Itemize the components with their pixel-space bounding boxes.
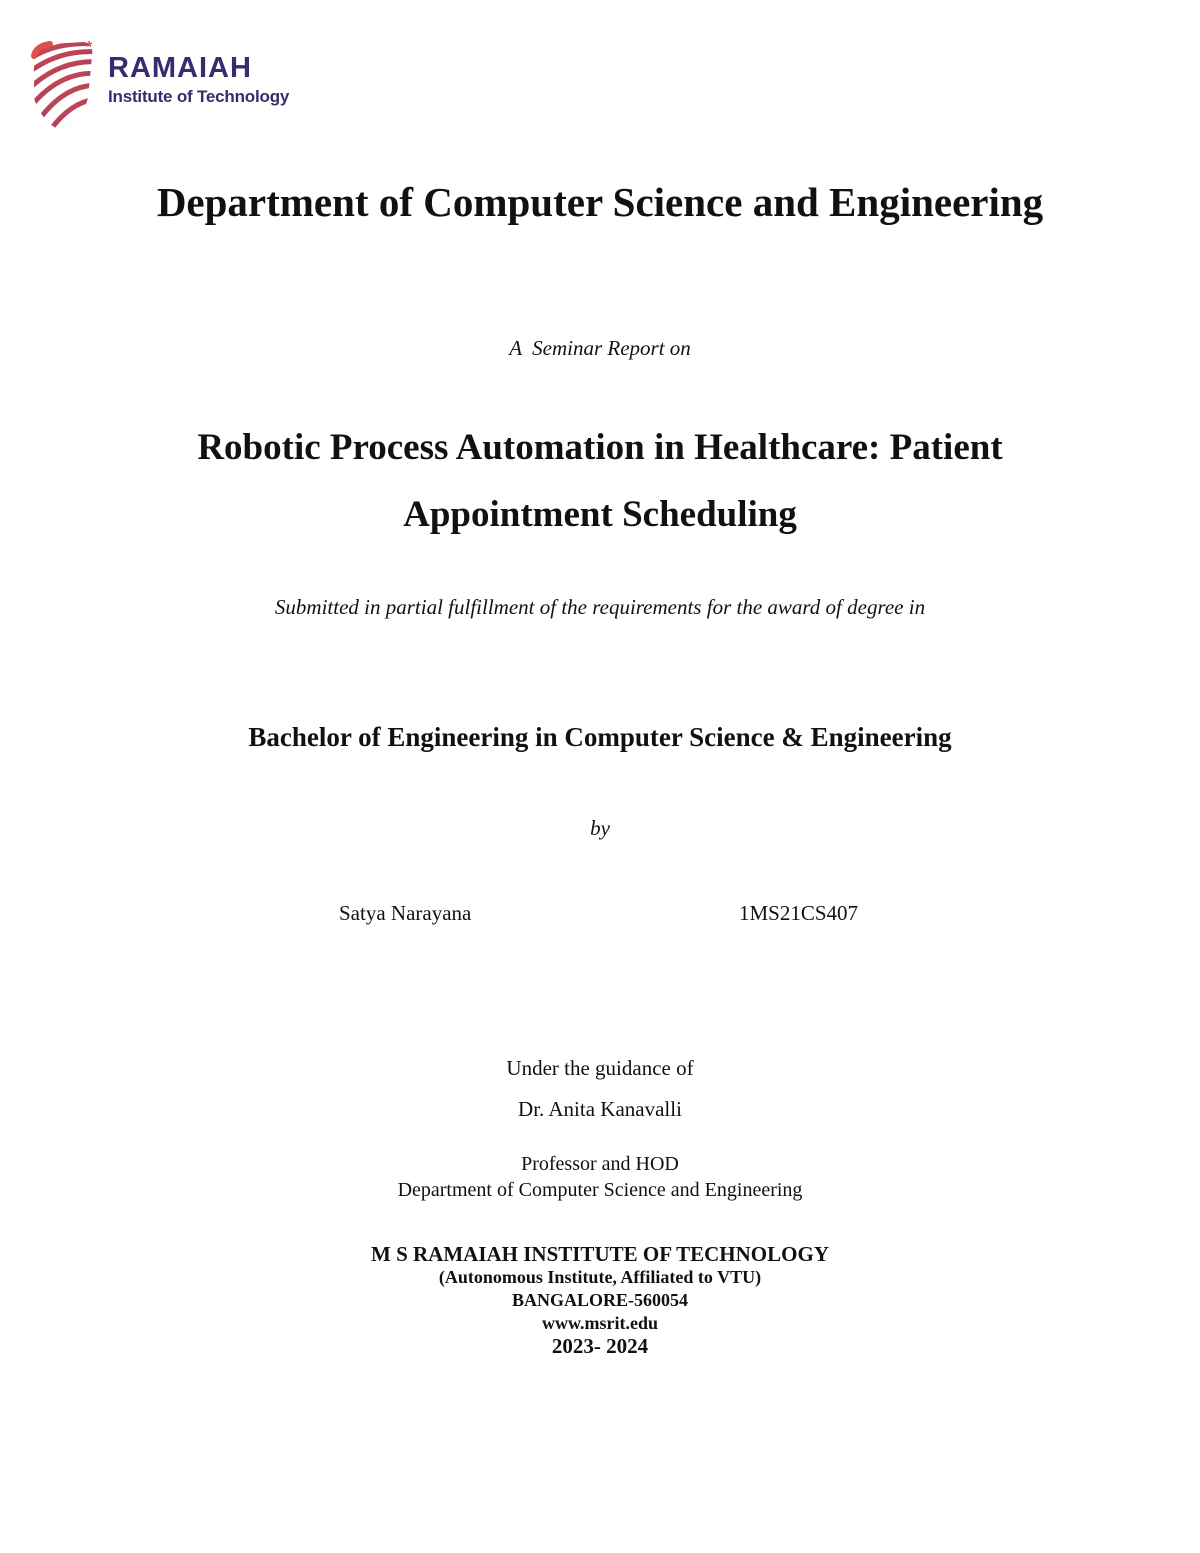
logo-name: RAMAIAH [108,52,252,84]
institute-logo [28,38,328,138]
report-title-line1: Robotic Process Automation in Healthcare: Patient [197,427,1003,468]
guide-name: Dr. Anita Kanavalli [518,1097,682,1121]
report-title [0,414,1200,548]
svg-text:*: * [86,39,93,56]
guidance-label: Under the guidance of [506,1056,694,1080]
ramaiah-flame-stripes-icon [28,38,98,134]
logo-subtitle: Institute of Technology [108,87,290,106]
institute-block [0,1243,1200,1358]
degree-name: Bachelor of Engineering in Computer Science & Engineering [248,722,952,752]
submitted-statement: Submitted in partial fulfillment of the requirements for the award of degree in [274,595,926,619]
by-label: by [590,816,610,840]
report-title-line2: Appointment Scheduling [403,494,797,535]
institute-website: www.msrit.edu [542,1313,658,1333]
guide-designation [0,1151,1200,1203]
seminar-label: A Seminar Report on [509,336,691,360]
guide-role: Professor and HOD [521,1153,679,1175]
institute-address: BANGALORE-560054 [511,1290,688,1310]
academic-year: 2023- 2024 [551,1334,649,1358]
guide-department: Department of Computer Science and Engineering [397,1179,803,1201]
institute-affiliation: (Autonomous Institute, Affiliated to VTU) [438,1267,762,1287]
student-usn: 1MS21CS407 [739,901,859,925]
institute-name: M S RAMAIAH INSTITUTE OF TECHNOLOGY [371,1242,829,1266]
student-name: Satya Narayana [339,901,472,925]
department-title: Department of Computer Science and Engineering [156,179,1044,225]
